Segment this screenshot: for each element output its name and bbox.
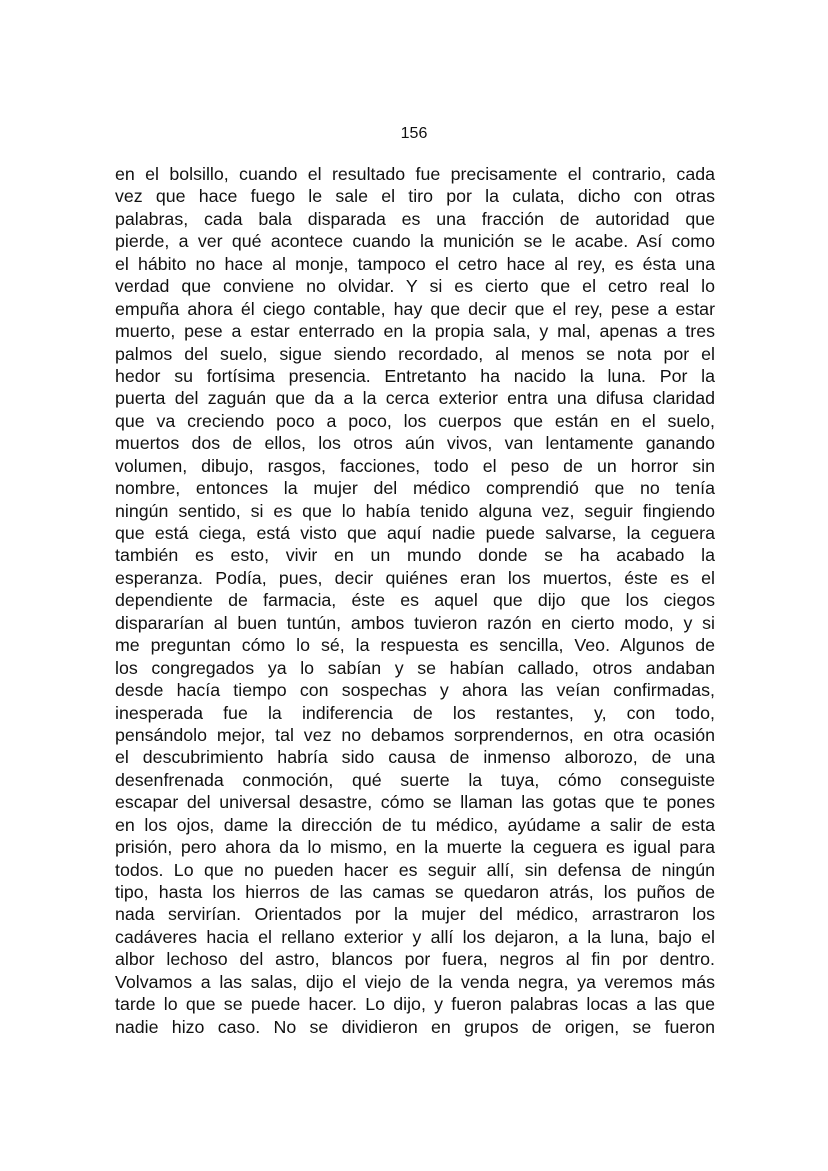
page-number: 156 [400, 125, 428, 142]
text-line: hedor su fortísima presencia. Entretanto ha nacido la luna. Por la [115, 365, 715, 386]
text-line: verdad que conviene no olvidar. Y si es cierto que el cetro real lo [115, 276, 715, 297]
text-line: el descubrimiento habría sido causa de inmenso alborozo, de una [115, 747, 715, 768]
text-line: en los ojos, dame la dirección de tu médico, ayúdame a salir de esta [115, 814, 715, 835]
text-line: escapar del universal desastre, cómo se llaman las gotas que te pones [115, 792, 715, 813]
text-line: todos. Lo que no pueden hacer es seguir allí, sin defensa de ningún [115, 859, 715, 880]
text-line: desde hacía tiempo con sospechas y ahora las veían confirmadas, [115, 680, 715, 701]
text-line: puerta del zaguán que da a la cerca exterior entra una difusa claridad [115, 388, 715, 409]
text-line: ningún sentido, si es que lo había tenido alguna vez, seguir fingiendo [115, 500, 715, 521]
text-line: palabras, cada bala disparada es una fracción de autoridad que [115, 208, 715, 229]
text-line: nombre, entonces la mujer del médico comprendió que no tenía [115, 478, 715, 499]
text-line: albor lechoso del astro, blancos por fuera, negros al fin por dentro. [115, 949, 715, 970]
text-line: vez que hace fuego le sale el tiro por la culata, dicho con otras [115, 186, 715, 207]
text-line: palmos del suelo, sigue siendo recordado, al menos se nota por el [115, 343, 715, 364]
text-line: prisión, pero ahora da lo mismo, en la muerte la ceguera es igual para [115, 837, 715, 858]
text-line: muertos dos de ellos, los otros aún vivos, van lentamente ganando [115, 433, 715, 454]
text-line: en el bolsillo, cuando el resultado fue precisamente el contrario, cada [115, 164, 715, 184]
text-line: esperanza. Podía, pues, decir quiénes eran los muertos, éste es el [115, 567, 715, 588]
text-line: pensándolo mejor, tal vez no debamos sorprendernos, en otra ocasión [115, 724, 715, 745]
text-line: también es esto, vivir en un mundo donde se ha acabado la [115, 545, 715, 566]
text-line: que está ciega, está visto que aquí nadie puede salvarse, la ceguera [115, 523, 715, 543]
text-line: me preguntan cómo lo sé, la respuesta es sencilla, Veo. Algunos de [115, 635, 715, 656]
text-line: pierde, a ver qué acontece cuando la munición se le acabe. Así como [115, 231, 715, 252]
text-line: nadie hizo caso. No se dividieron en grupos de origen, se fueron [115, 1016, 715, 1037]
text-line: empuña ahora él ciego contable, hay que decir que el rey, pese a estar [115, 298, 715, 319]
text-line: cadáveres hacia el rellano exterior y allí los dejaron, a la luna, bajo el [115, 926, 715, 947]
body-text [115, 163, 715, 1038]
text-line: muerto, pese a estar enterrado en la propia sala, y mal, apenas a tres [115, 321, 715, 342]
text-line: el hábito no hace al monje, tampoco el cetro hace al rey, es ésta una [115, 253, 715, 274]
text-line: tipo, hasta los hierros de las camas se quedaron atrás, los puños de [115, 882, 715, 902]
text-line: inesperada fue la indiferencia de los restantes, y, con todo, [115, 702, 715, 723]
text-line: dependiente de farmacia, éste es aquel que dijo que los ciegos [115, 590, 715, 611]
text-line: volumen, dibujo, rasgos, facciones, todo el peso de un horror sin [115, 455, 715, 476]
text-line: los congregados ya lo sabían y se habían callado, otros andaban [115, 657, 715, 678]
text-line: tarde lo que se puede hacer. Lo dijo, y fueron palabras locas a las que [115, 994, 715, 1015]
text-line: nada servirían. Orientados por la mujer del médico, arrastraron los [115, 904, 715, 925]
text-line: que va creciendo poco a poco, los cuerpos que están en el suelo, [115, 410, 715, 431]
text-line: desenfrenada conmoción, qué suerte la tuya, cómo conseguiste [115, 769, 715, 790]
text-line: dispararían al buen tuntún, ambos tuvieron razón en cierto modo, y si [115, 612, 715, 633]
text-line: Volvamos a las salas, dijo el viejo de la venda negra, ya veremos más [115, 971, 715, 992]
